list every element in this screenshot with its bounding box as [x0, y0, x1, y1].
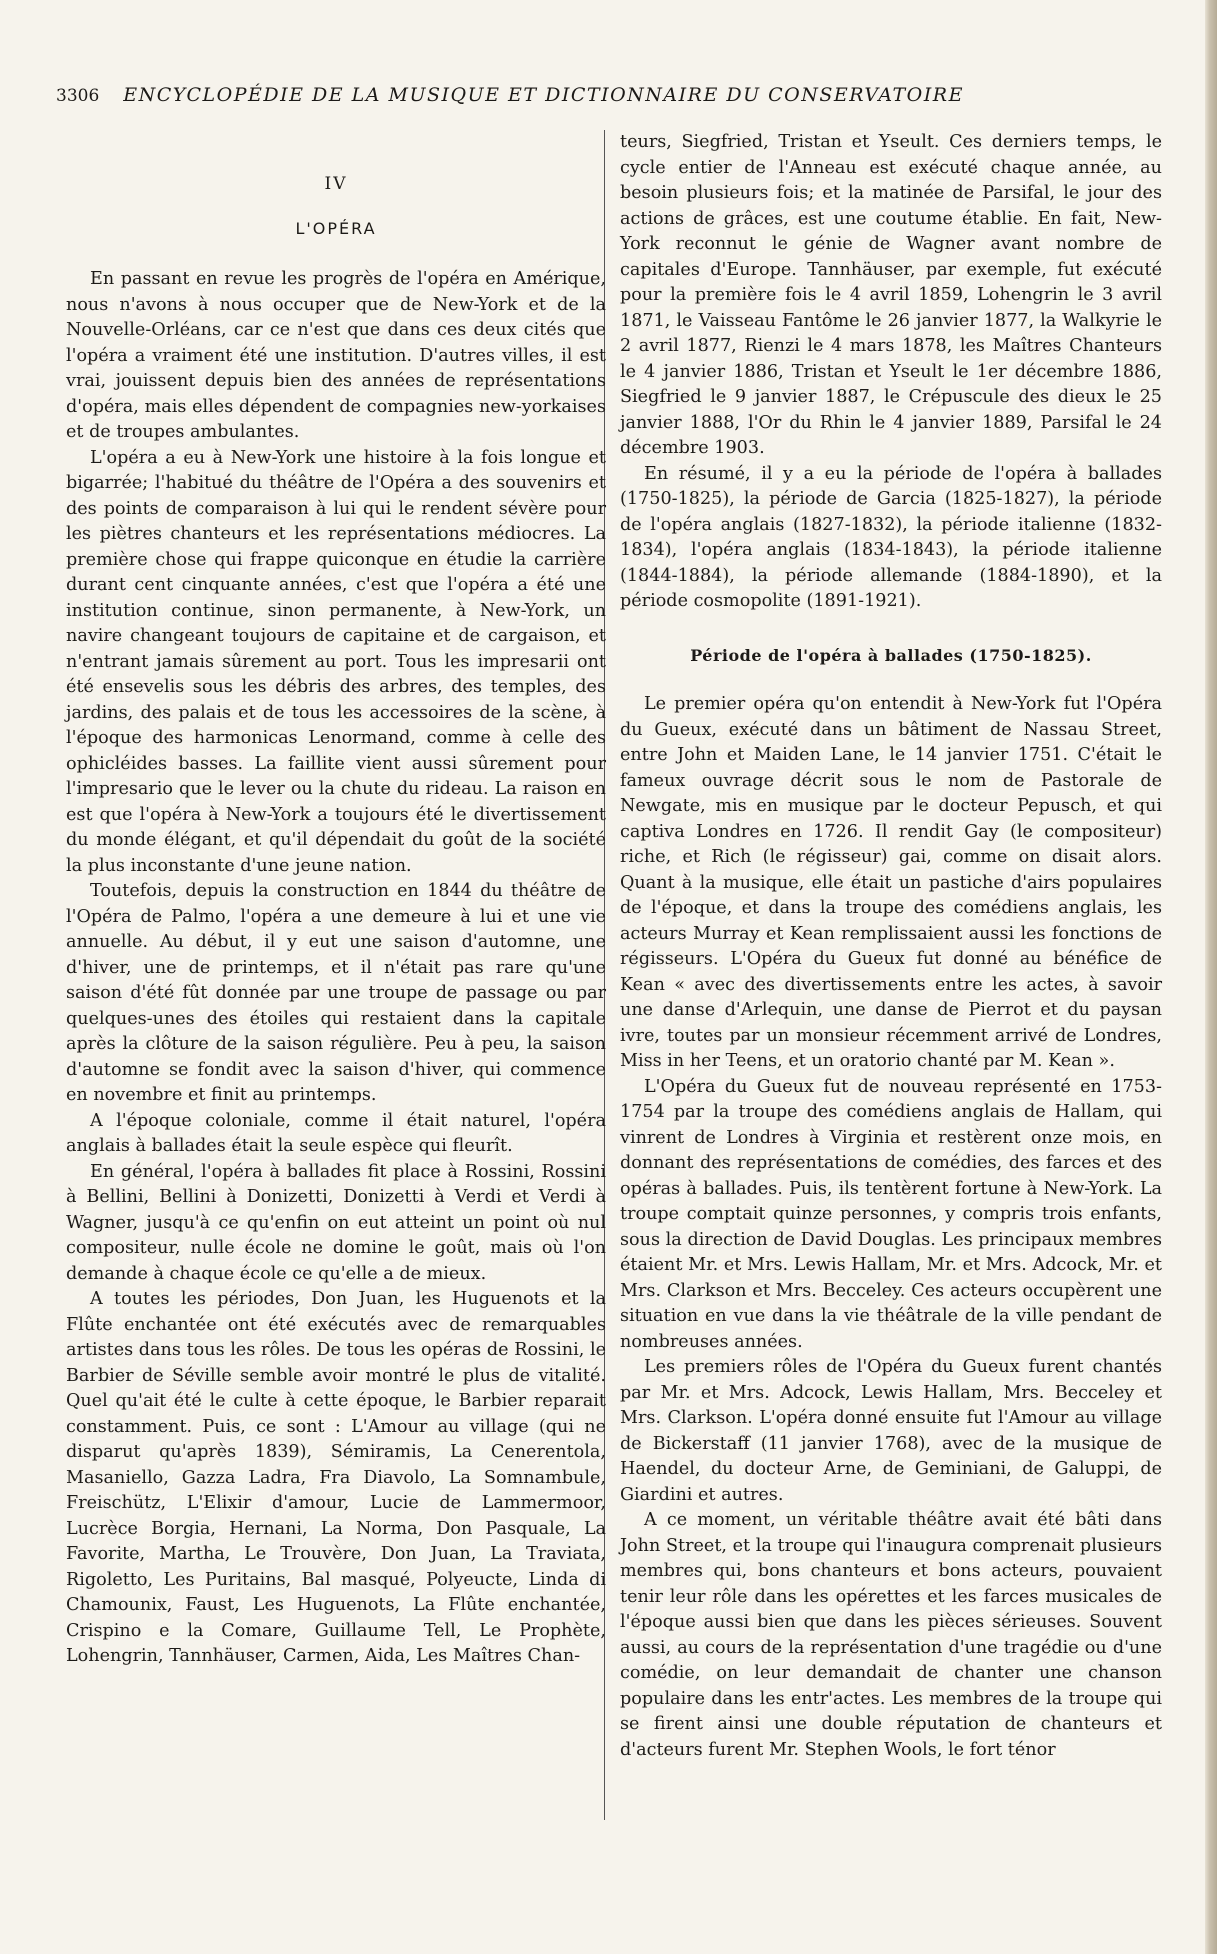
header-title: ENCYCLOPÉDIE DE LA MUSIQUE ET DICTIONNAIRE DU CONSERVATOIRE — [123, 84, 964, 106]
page-number: 3306 — [56, 86, 100, 106]
subsection-heading: Période de l'opéra à ballades (1750-1825). — [690, 645, 1092, 665]
paragraph: L'Opéra du Gueux fut de nouveau représenté en 1753-1754 par la troupe des comédiens anglais de Hallam, qui vinrent de Londres à Virginia et restèrent onze mois, en donnant des représentations de comédies, des farces et des opéras à ballades. Puis, ils tentèrent fortune à New-York. La troupe comptait quinze personnes, y compris trois enfants, sous la direction de David Douglas. Les principaux membres étaient Mr. et Mrs. Lewis Hallam, Mr. et Mrs. Adcock, Mr. et Mrs. Clarkson et Mrs. Becceley. Ces acteurs occupèrent une situation en vue dans la vie théâtrale de la ville pendant de nombreuses années. — [620, 1076, 1162, 1352]
paragraph: En passant en revue les progrès de l'opéra en Amérique, nous n'avons à nous occuper que de New-York et de la Nouvelle-Orléans, car ce n'est que dans ces deux cités que l'opéra a vraiment été une institution. D'autres villes, il est vrai, jouissent depuis bien des années de représentations d'opéra, mais elles dépendent de compagnies new-yorkaises et de troupes ambulantes. — [66, 269, 606, 442]
paragraph: teurs, Siegfried, Tristan et Yseult. Ces derniers temps, le cycle entier de l'Anneau est exécuté chaque année, au besoin plusieurs fois; et la matinée de Parsifal, le jour des actions de grâces, est une coutume établie. En fait, New-York reconnut le génie de Wagner avant nombre de capitales d'Europe. Tannhäuser, par exemple, fut exécuté pour la première fois le 4 avril 1859, Lohengrin le 3 avril 1871, le Vaisseau Fantôme le 26 janvier 1877, la Walkyrie le 2 avril 1877, Rienzi le 4 mars 1878, les Maîtres Chanteurs le 4 janvier 1886, Tristan et Yseult le 1er décembre 1886, Siegfried le 9 janvier 1887, le Crépuscule des dieux le 25 janvier 1888, l'Or du Rhin le 4 janvier 1889, Parsifal le 24 décembre 1903. — [620, 132, 1162, 458]
paragraph: Le premier opéra qu'on entendit à New-York fut l'Opéra du Gueux, exécuté dans un bâtiment de Nassau Street, entre John et Maiden Lane, le 14 janvier 1751. C'était le fameux ouvrage décrit sous le nom de Pastorale de Newgate, mis en musique par le docteur Pepusch, et qui captiva Londres en 1726. Il rendit Gay (le compositeur) riche, et Rich (le régisseur) gai, comme on disait alors. Quant à la musique, elle était un pastiche d'airs populaires de l'époque, et dans la troupe des comédiens anglais, les acteurs Murray et Kean remplissaient aussi les fonctions de régisseurs. L'Opéra du Gueux fut donné au bénéfice de Kean « avec des divertissements entre les actes, à savoir une danse d'Arlequin, une danse de Pierrot et du paysan ivre, toutes par un monsieur récemment arrivé de Londres, Miss in her Teens, et un oratorio chanté par M. Kean ». — [620, 694, 1162, 1071]
paragraph: En général, l'opéra à ballades fit place à Rossini, Rossini à Bellini, Bellini à Donizetti, Donizetti à Verdi et Verdi à Wagner, jusqu'à ce qu'enfin on eut atteint un point où nul compositeur, nulle école ne domine le goût, mais où l'on demande à chaque école ce qu'elle a de mieux. — [66, 1161, 606, 1284]
running-header — [56, 84, 964, 106]
paragraph: L'opéra a eu à New-York une histoire à la fois longue et bigarrée; l'habitué du théâtre de l'Opéra a des souvenirs et des points de comparaison à lui qui le rendent sévère pour les piètres chanteurs et les représentations médiocres. La première chose qui frappe quiconque en étudie la carrière durant cent cinquante années, c'est que l'opéra a été une institution continue, sinon permanente, à New-York, un navire changeant toujours de capitaine et de cargaison, et n'entrant jamais sûrement au port. Tous les impresarii ont été ensevelis sous les débris des arbres, des temples, des jardins, des palais et de tous les accessoires de la scène, à l'époque des harmonicas Lenormand, comme à celle des ophicléides basses. La faillite vient aussi sûrement pour l'impresario que le lever ou la chute du rideau. La raison en est que l'opéra à New-York a toujours été le divertissement du monde élégant, et qu'il dépendait du goût de la société la plus inconstante d'une jeune nation. — [66, 447, 606, 876]
section-number: IV — [324, 174, 348, 194]
section-title: L'OPÉRA — [295, 218, 377, 238]
paragraph: A ce moment, un véritable théâtre avait été bâti dans John Street, et la troupe qui l'inaugura comprenait plusieurs membres qui, bons chanteurs et bons acteurs, pouvaient tenir leur rôle dans les opérettes et les farces musicales de l'époque aussi bien que dans les pièces sérieuses. Souvent aussi, au cours de la représentation d'une tragédie ou d'une comédie, on leur demandait de chanter une chanson populaire dans les entr'actes. Les membres de la troupe qui se firent ainsi une double réputation de chanteurs et d'acteurs furent Mr. Stephen Wools, le fort ténor — [620, 1510, 1162, 1760]
paragraph: Toutefois, depuis la construction en 1844 du théâtre de l'Opéra de Palmo, l'opéra a une demeure à lui et une vie annuelle. Au début, il y eut une saison d'automne, une d'hiver, une de printemps, et il n'était pas rare qu'une saison d'été fût donnée par une troupe de passage ou par quelques-unes des étoiles qui restaient dans la capitale après la clôture de la saison régulière. Peu à peu, la saison d'automne se fondit avec la saison d'hiver, qui commence en novembre et finit au printemps. — [66, 881, 606, 1105]
paragraph: Les premiers rôles de l'Opéra du Gueux furent chantés par Mr. et Mrs. Adcock, Lewis Hallam, Mrs. Becceley et Mrs. Clarkson. L'opéra donné ensuite fut l'Amour au village de Bickerstaff (11 janvier 1768), avec de la musique de Haendel, du docteur Arne, de Geminiani, de Galuppi, de Giardini et autres. — [620, 1357, 1162, 1505]
paragraph: En résumé, il y a eu la période de l'opéra à ballades (1750-1825), la période de Garcia (1825-1827), la période de l'opéra anglais (1827-1832), la période italienne (1832-1834), l'opéra anglais (1834-1843), la période italienne (1844-1884), la période allemande (1884-1890), et la période cosmopolite (1891-1921). — [620, 463, 1162, 611]
paragraph: A l'époque coloniale, comme il était naturel, l'opéra anglais à ballades était la seule espèce qui fleurît. — [66, 1110, 606, 1156]
right-column — [620, 130, 1162, 1763]
left-column — [66, 172, 606, 1670]
paragraph: A toutes les périodes, Don Juan, les Huguenots et la Flûte enchantée ont été exécutés avec de remarquables artistes dans tous les rôles. De tous les opéras de Rossini, le Barbier de Séville semble avoir montré le plus de vitalité. Quel qu'ait été le culte à cette époque, le Barbier reparait constamment. Puis, ce sont : L'Amour au village (qui ne disparut qu'après 1839), Sémiramis, La Cenerentola, Masaniello, Gazza Ladra, Fra Diavolo, La Somnambule, Freischütz, L'Elixir d'amour, Lucie de Lammermoor, Lucrèce Borgia, Hernani, La Norma, Don Pasquale, La Favorite, Martha, Le Trouvère, Don Juan, La Traviata, Rigoletto, Les Puritains, Bal masqué, Polyeucte, Linda di Chamounix, Faust, Les Huguenots, La Flûte enchantée, Crispino e la Comare, Guillaume Tell, Le Prophète, Lohengrin, Tannhäuser, Carmen, Aida, Les Maîtres Chan- — [66, 1289, 606, 1666]
page-edge — [1205, 0, 1217, 1954]
